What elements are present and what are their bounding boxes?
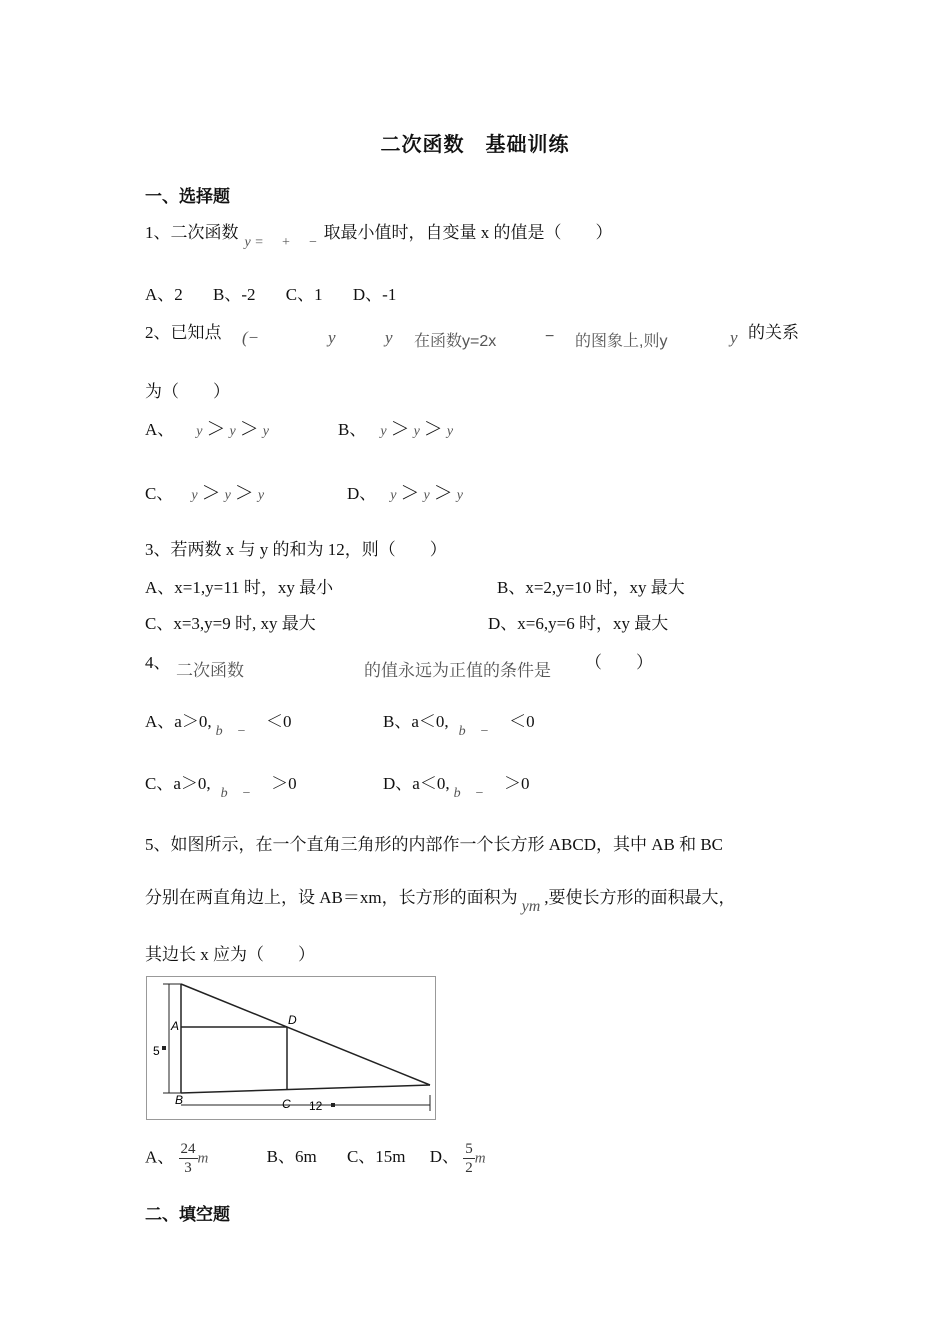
q1-option-d: D、-1	[352, 285, 397, 304]
question-3: 3、若两数 x 与 y 的和为 12，则（ ）	[145, 540, 447, 559]
label-d: D	[288, 1013, 297, 1027]
q2-suffix: 的图象上,则y	[575, 333, 668, 350]
q1-options	[145, 280, 396, 305]
q2-y1: y	[328, 328, 336, 347]
page-title: 二次函数 基础训练	[380, 134, 570, 156]
q2-function: 在函数y=2x	[414, 333, 497, 350]
bottom-dimension-label: 12	[309, 1099, 323, 1113]
q5-option-c: C、15m	[346, 1147, 406, 1167]
q4-option-d: D、$a<0,_{b -}$ ＞0	[383, 774, 530, 801]
q3-option-b: B、x=2,y=10 时，xy 最大	[497, 578, 685, 597]
q5-line3: 其边长 x 应为（ ）	[145, 945, 315, 964]
bottom-dimension-marker	[331, 1103, 335, 1107]
q1-suffix: 取最小值时，自变量 x 的值是（ ）	[323, 223, 613, 242]
q5-option-a-fraction: $\frac{24}{3}$	[180, 1141, 196, 1176]
q3-option-c: C、x=3,y=9 时, xy 最大	[145, 614, 316, 633]
q5-option-b: B、6m	[266, 1147, 317, 1167]
q4-paren: （ ）	[585, 653, 653, 672]
q4-option-b: B、$a<0,_{b -}$ ＜0	[383, 712, 535, 739]
q2-y-last: y	[730, 328, 738, 347]
q1-option-b: B、-2	[213, 285, 256, 304]
q1-option-c: C、1	[285, 285, 323, 304]
label-a: A	[171, 1019, 180, 1033]
q3-option-d: D、x=6,y=6 时，xy 最大	[488, 614, 669, 633]
q4-text: 二次函数	[176, 661, 244, 680]
q2-minus: −	[545, 328, 555, 345]
q5-line2: 分别在两直角边上，设 AB＝xm，长方形的面积为 ym ,要使长方形的面积最大，	[145, 888, 736, 915]
q5-option-d-fraction: $\frac{5}{2}$	[465, 1141, 473, 1176]
q4-suffix: 的值永远为正值的条件是	[364, 661, 551, 680]
triangle-hypotenuse	[181, 984, 430, 1085]
q2-option-b: B、 y ＞ y ＞ y	[338, 419, 454, 440]
question-2	[145, 318, 222, 343]
left-dimension-label: 5	[153, 1044, 160, 1058]
q5-option-a-label: A、	[145, 1147, 175, 1167]
q3-option-a: A、x=1,y=11 时，xy 最小	[145, 578, 334, 597]
q2-option-d: D、 y ＞ y ＞ y	[347, 483, 463, 504]
q2-option-a: A、 y ＞ y ＞ y	[145, 419, 269, 440]
triangle-base	[181, 1085, 430, 1093]
section-choice-heading: 一、选择题	[145, 187, 230, 206]
triangle-rectangle-diagram	[147, 977, 435, 1119]
q2-option-c: C、 y ＞ y ＞ y	[145, 483, 265, 504]
q2-point: (−	[242, 328, 260, 347]
q1-formula: y = + −	[244, 235, 318, 250]
q4-option-a: A、$a>0,_{b -}$ ＜0	[145, 712, 292, 739]
q5-options: A、 $\frac{24}{3}$ m B、6m C、15m D、 $\frac{5}{2}$ m	[145, 1141, 486, 1176]
q2-line2: 为（ ）	[145, 382, 230, 401]
q4-option-c: C、$a>0,_{b -}$ ＞0	[145, 774, 297, 801]
q5-option-d-label: D、	[429, 1147, 460, 1167]
question-1	[145, 218, 613, 250]
q5-figure	[146, 976, 436, 1120]
section-fill-heading: 二、填空题	[145, 1205, 230, 1224]
q5-line1: 5、如图所示，在一个直角三角形的内部作一个长方形 ABCD，其中 AB 和 BC	[145, 835, 724, 854]
q2-suffix2: 的关系	[748, 323, 799, 342]
left-dimension-marker	[162, 1046, 166, 1050]
label-c: C	[282, 1097, 291, 1111]
q1-text: 1、二次函数	[145, 223, 239, 242]
q2-text: 2、已知点	[145, 323, 222, 342]
label-b: B	[175, 1093, 184, 1107]
q2-y2: y	[385, 328, 393, 347]
q4-number: 4、	[145, 653, 171, 672]
q1-option-a: A、2	[145, 285, 183, 304]
